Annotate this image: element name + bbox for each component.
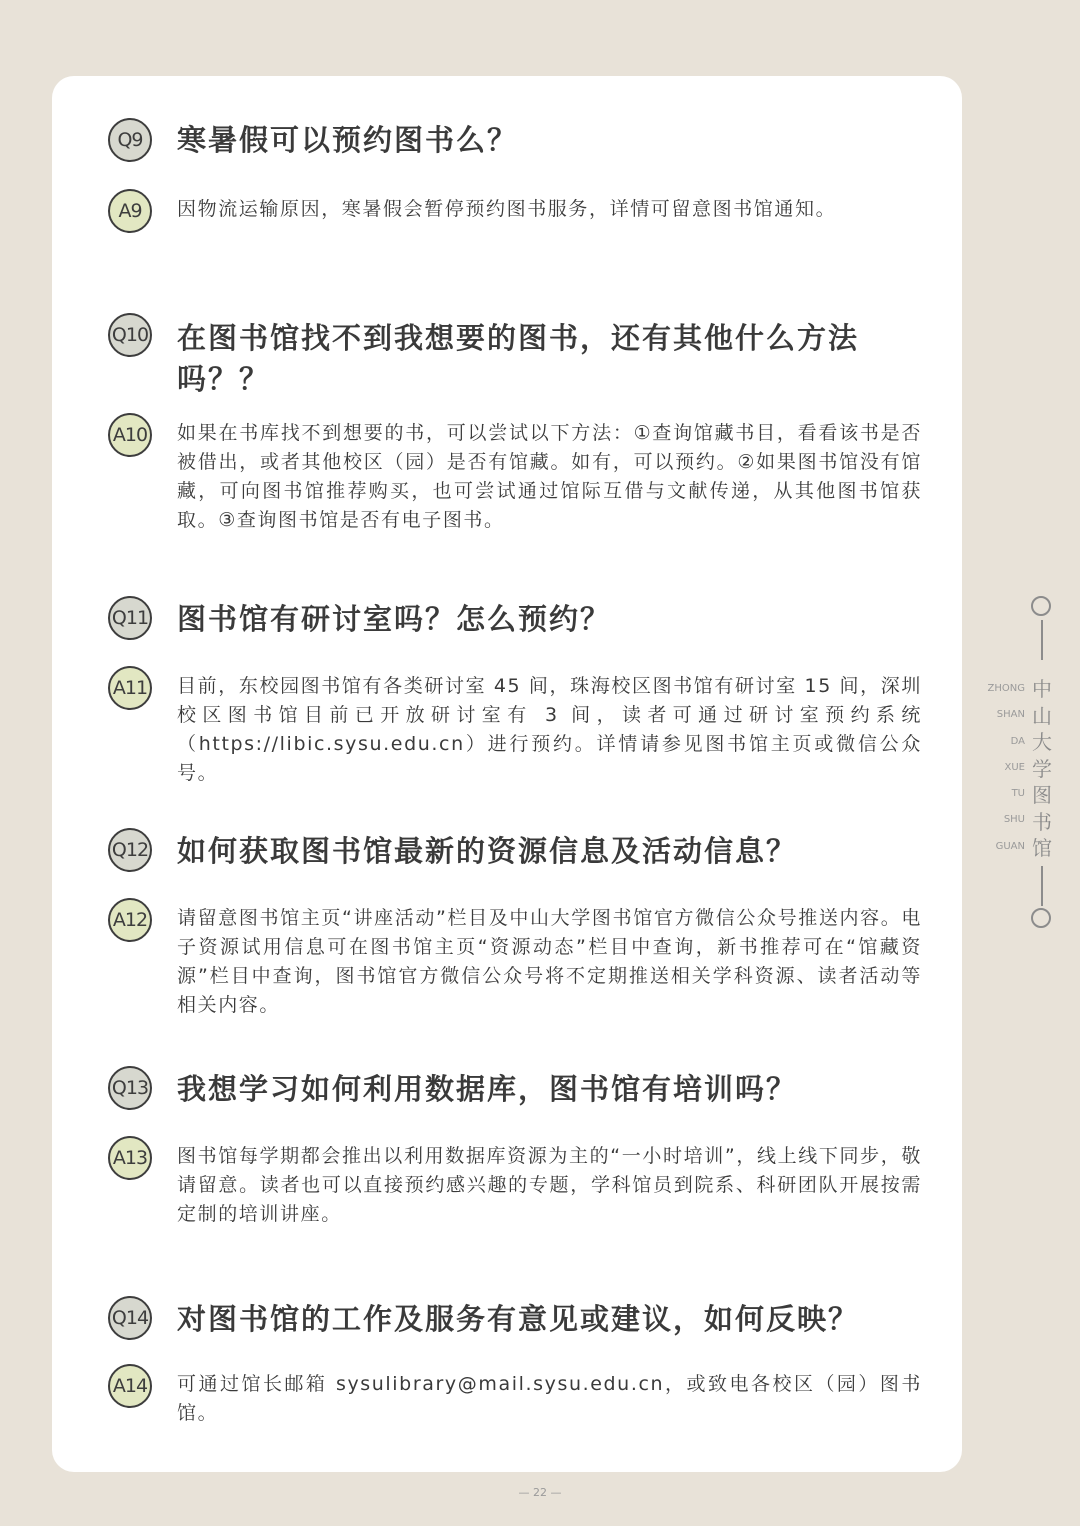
pinyin-syllable: ZHONG [987,683,1025,694]
pinyin-syllable: GUAN [995,840,1025,852]
answer-badge: A10 [108,413,152,457]
question-text: 图书馆有研讨室吗？怎么预约？ [177,602,612,636]
answer-badge: A13 [108,1136,152,1180]
side-char: 馆 [1032,836,1052,860]
question-badge: Q9 [108,118,152,162]
question-text: 在图书馆找不到我想要的图书，还有其他什么方法吗？？ [177,321,860,396]
answer-badge: A9 [108,189,152,233]
divider [1041,620,1043,660]
answer-text: 请留意图书馆主页“讲座活动”栏目及中山大学图书馆官方微信公众号推送内容。电子资源试用信息可在图书馆主页“资源动态”栏目中查询，新书推荐可在“馆藏资源”栏目中查询，图书馆官方微信公众号将不定期推送相关学科资源、读者活动等相关内容。 [177,907,922,1016]
answer-badge: A11 [108,666,152,710]
divider [1041,866,1043,906]
side-char: 书 [1032,809,1052,834]
side-char: 山 [1032,703,1052,728]
answer-text: 图书馆每学期都会推出以利用数据库资源为主的“一小时培训”，线上线下同步，敬请留意。读者也可以直接预约感兴趣的专题，学科馆员到院系、科研团队开展按需定制的培训讲座。 [177,1145,922,1225]
side-char: 大 [1032,730,1052,754]
question-text: 我想学习如何利用数据库，图书馆有培训吗？ [177,1072,798,1106]
side-label-chinese [1030,676,1054,862]
question-text: 如何获取图书馆最新的资源信息及活动信息？ [177,834,798,868]
answer-badge: A14 [108,1364,152,1408]
side-char: 图 [1032,783,1052,807]
answer-text: 如果在书库找不到想要的书，可以尝试以下方法：①查询馆藏书目，看看该书是否被借出，或者其他校区（园）是否有馆藏。如有，可以预约。②如果图书馆没有馆藏，可向图书馆推荐购买，也可尝试通过馆际互借与文献传递，从其他图书馆获取。③查询图书馆是否有电子图书。 [177,422,922,531]
question-text: 寒暑假可以预约图书么？ [177,123,519,157]
pinyin-syllable: XUE [1004,761,1025,773]
question-badge: Q14 [108,1296,152,1340]
answer-text: 可通过馆长邮箱 sysulibrary@mail.sysu.edu.cn，或致电各校区（园）图书馆。 [177,1373,922,1424]
side-char: 中 [1032,677,1052,701]
answer-badge: A12 [108,898,152,942]
side-char: 学 [1032,756,1052,781]
question-badge: Q13 [108,1066,152,1110]
pinyin-syllable: DA [1010,735,1025,747]
pinyin-syllable: SHU [1003,814,1025,826]
answer-text: 目前，东校园图书馆有各类研讨室 45 间，珠海校区图书馆有研讨室 15 间，深圳校区图书馆目前已开放研讨室有 3 间，读者可通过研讨室预约系统（https://libic.sysu.edu.cn）进行预约。详情请参见图书馆主页或微信公众号。 [177,675,922,784]
answer-text: 因物流运输原因，寒暑假会暂停预约图书服务，详情可留意图书馆通知。 [177,198,837,220]
circle-icon [1031,596,1051,616]
circle-icon [1031,908,1051,928]
pinyin-syllable: TU [1011,788,1025,800]
question-badge: Q10 [108,313,152,357]
question-badge: Q12 [108,828,152,872]
pinyin-syllable: SHAN [996,709,1025,721]
question-badge: Q11 [108,596,152,640]
question-text: 对图书馆的工作及服务有意见或建议，如何反映？ [177,1302,860,1336]
side-label-pinyin [965,676,1025,860]
page-number: — 22 — [518,1486,562,1499]
